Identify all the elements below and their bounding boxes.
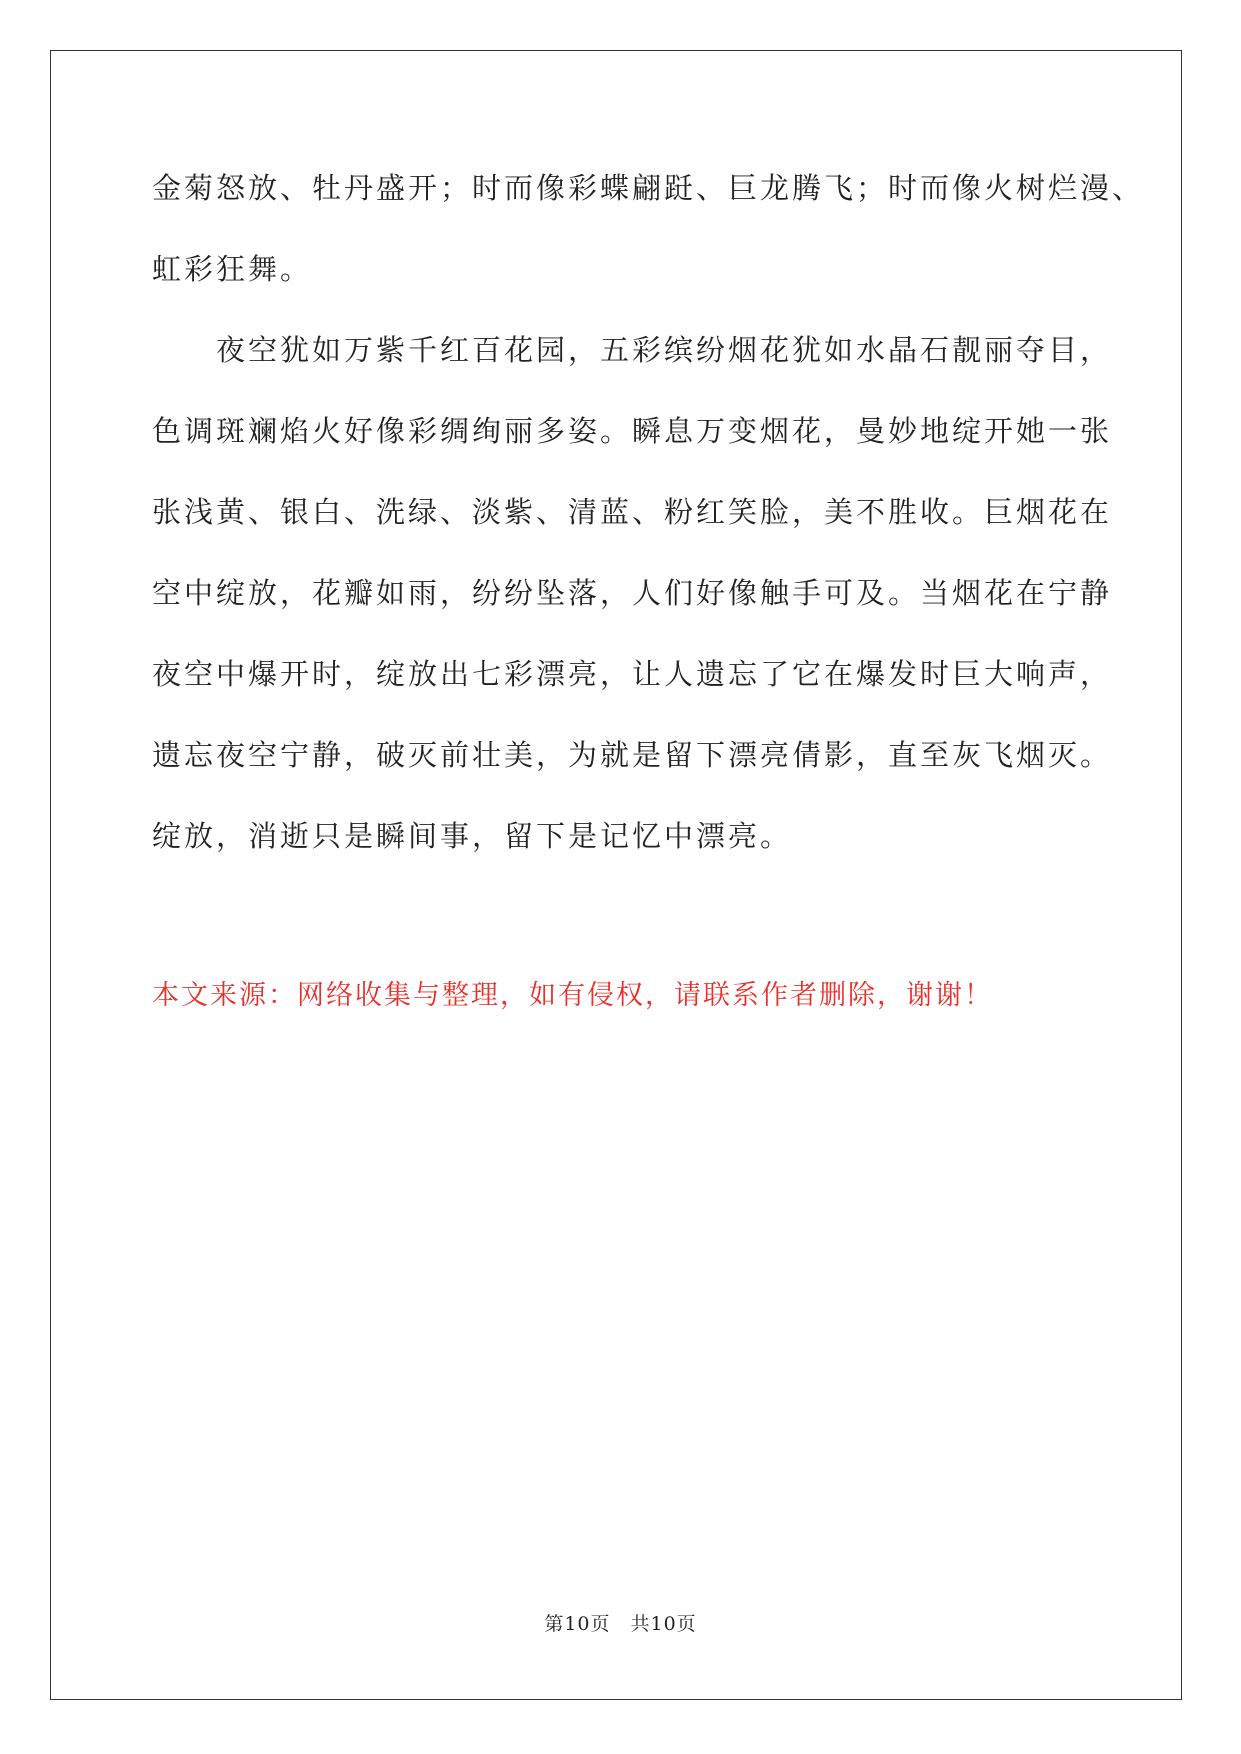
paragraph-start-line: 夜空犹如万紫千红百花园，五彩缤纷烟花犹如水晶石靓丽夺目， (216, 333, 1113, 367)
source-note: 本文来源：网络收集与整理，如有侵权，请联系作者删除，谢谢！ (152, 980, 993, 1011)
text-line: 空中绽放，花瓣如雨，纷纷坠落，人们好像触手可及。当烟花在宁静 (152, 576, 1113, 610)
text-line: 绽放，消逝只是瞬间事，留下是记忆中漂亮。 (152, 819, 793, 853)
text-line: 张浅黄、银白、洗绿、淡紫、清蓝、粉红笑脸，美不胜收。巨烟花在 (152, 495, 1113, 529)
text-line: 遗忘夜空宁静，破灭前壮美，为就是留下漂亮倩影，直至灰飞烟灭。 (152, 738, 1113, 772)
document-body (152, 168, 1145, 897)
text-line: 虹彩狂舞。 (152, 252, 313, 286)
text-line: 金菊怒放、牡丹盛开；时而像彩蝶翩跹、巨龙腾飞；时而像火树烂漫、 (152, 171, 1145, 205)
text-line: 色调斑斓焰火好像彩绸绚丽多姿。瞬息万变烟花，曼妙地绽开她一张 (152, 414, 1113, 448)
page-number-footer: 第10页 共10页 (544, 1613, 697, 1635)
text-line: 夜空中爆开时，绽放出七彩漂亮，让人遗忘了它在爆发时巨大响声， (152, 657, 1113, 691)
